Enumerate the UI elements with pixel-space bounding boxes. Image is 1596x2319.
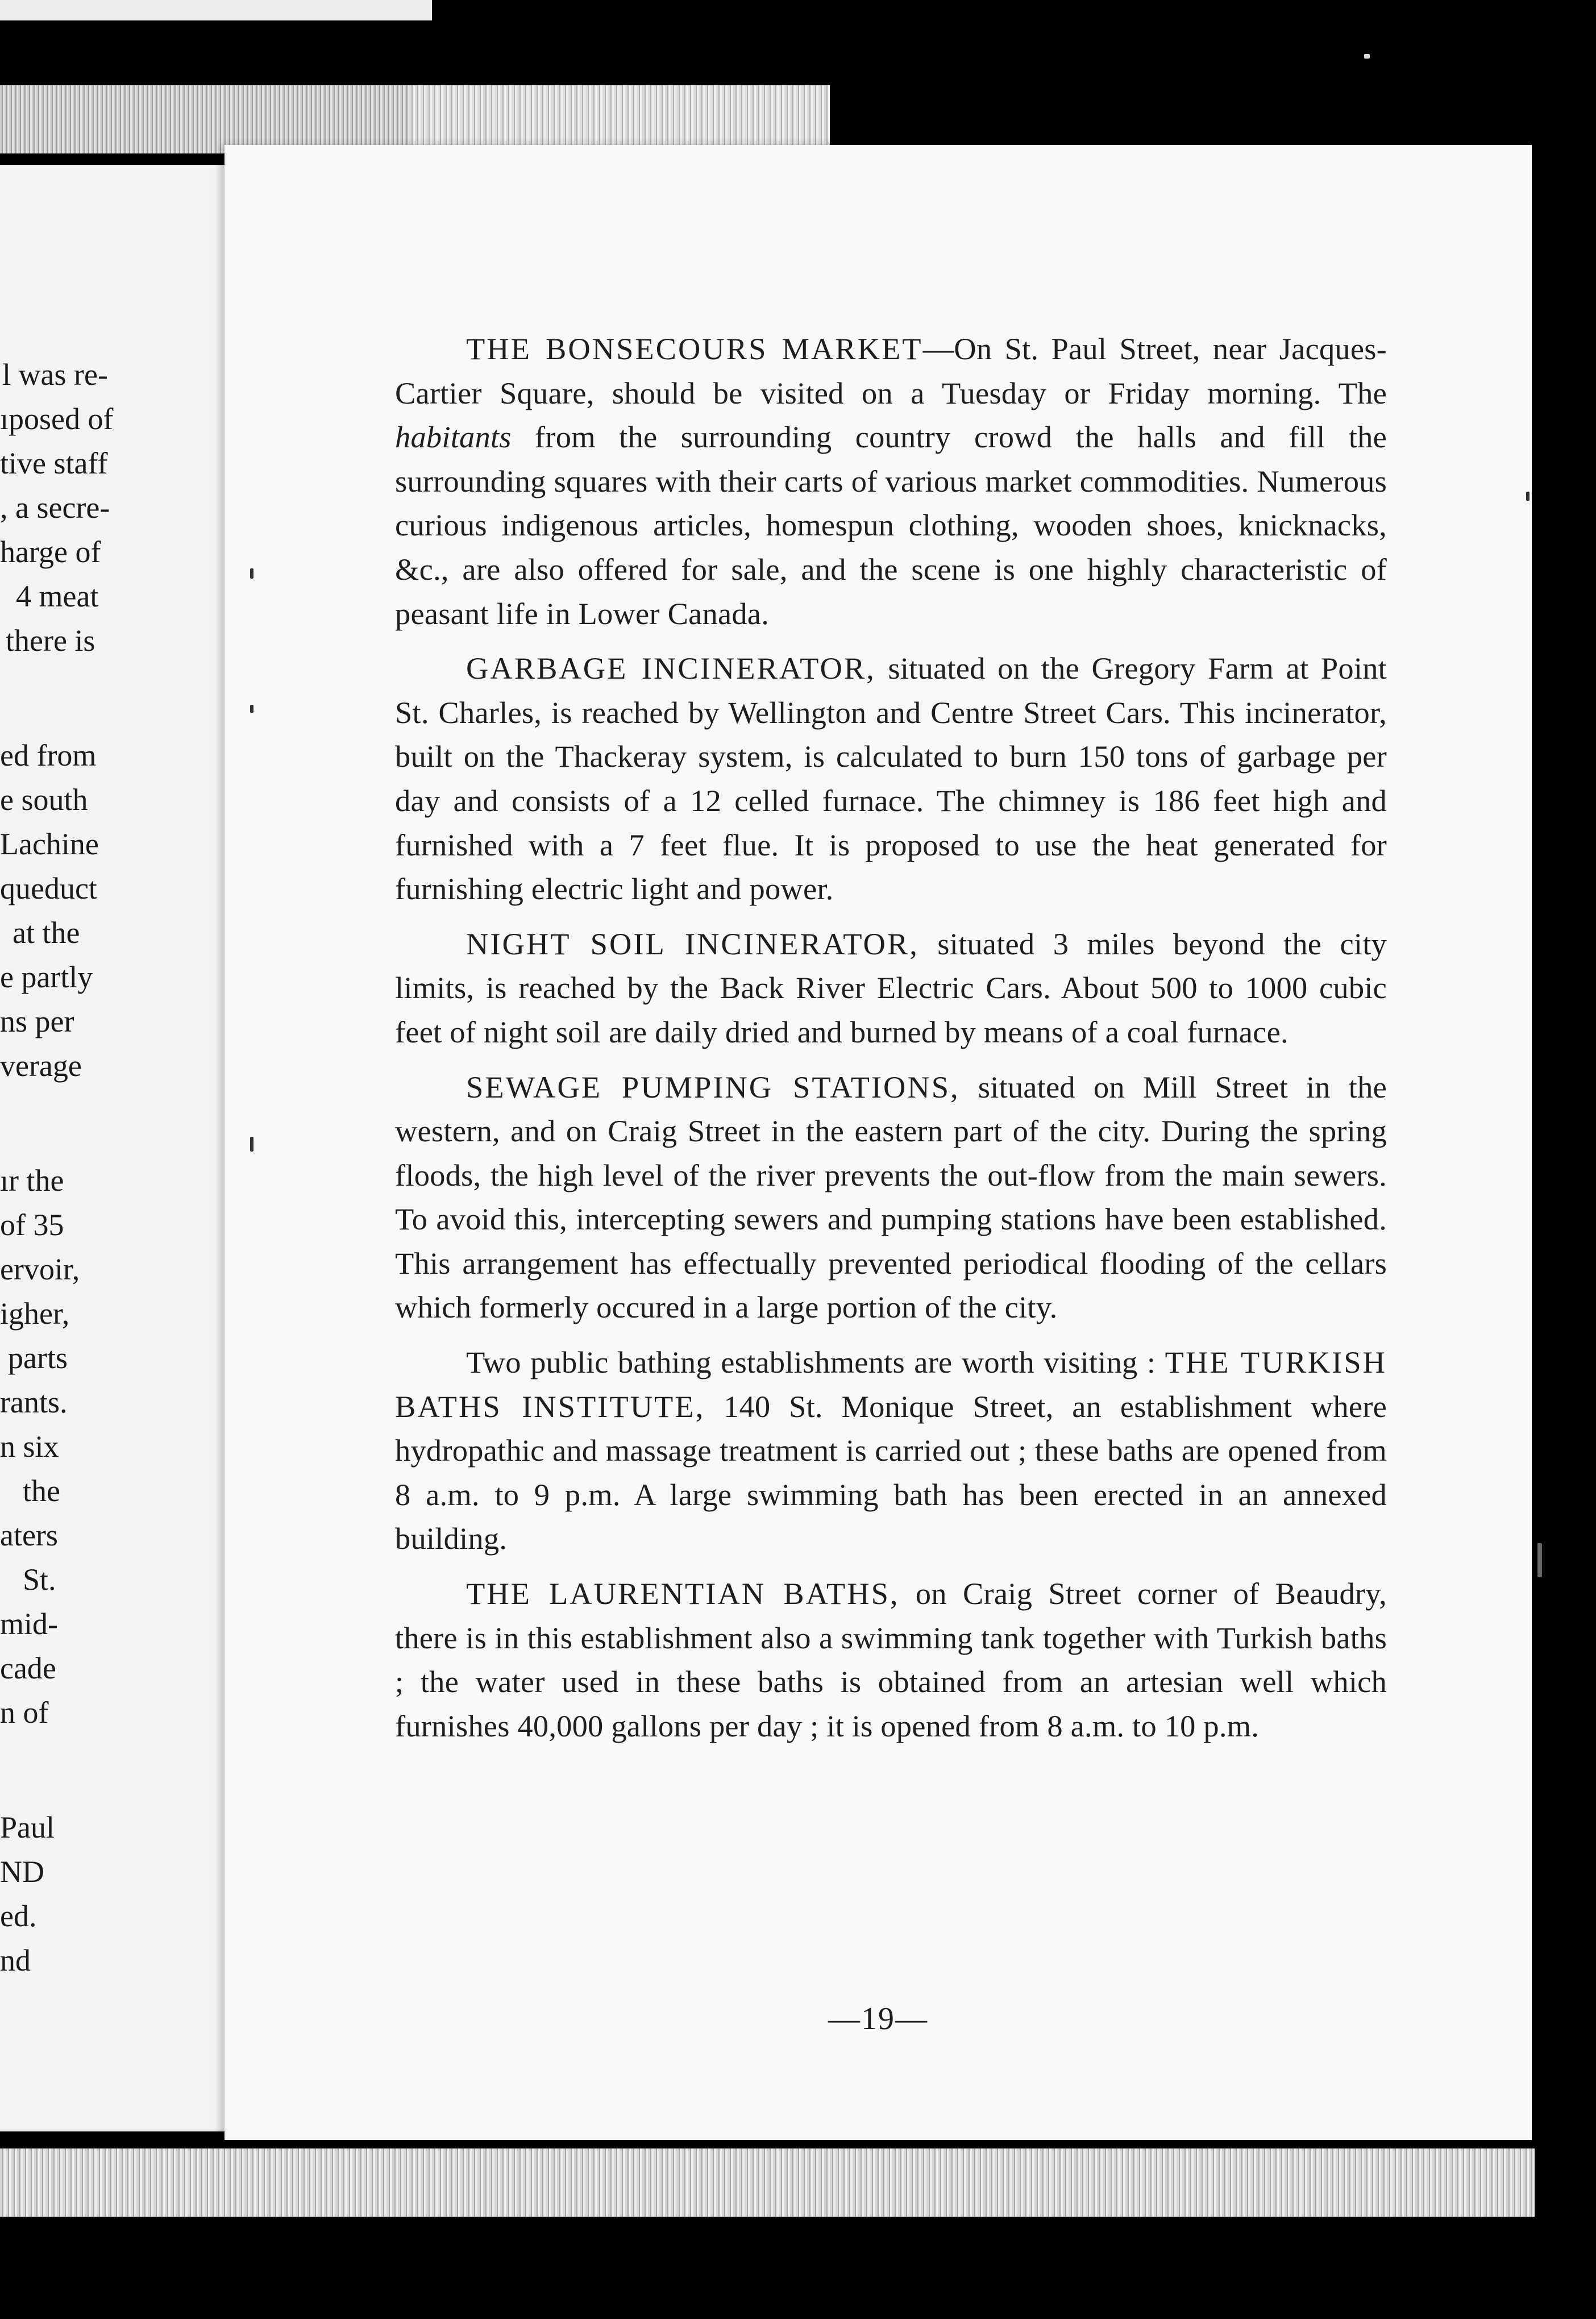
left-line: e south [0, 783, 88, 817]
left-line: verage [0, 1049, 82, 1083]
scan-speck [250, 705, 253, 713]
left-line: the [23, 1474, 60, 1508]
left-line: cade [0, 1651, 56, 1685]
page-number: —19— [828, 2001, 928, 2037]
scan-speck [250, 568, 253, 579]
left-line: e partly [0, 960, 93, 994]
paragraph-intro: Two public bathing establishments are worth visiting : [466, 1345, 1165, 1380]
left-line: at the [13, 916, 80, 950]
left-line: tive staff [0, 446, 108, 480]
heading-sewage-pumping-stations: SEWAGE PUMPING STATIONS, [466, 1069, 960, 1104]
left-line: rants. [0, 1385, 68, 1419]
left-line: ır the [0, 1163, 64, 1198]
left-line: Paul [0, 1810, 55, 1844]
left-line: n six [0, 1429, 59, 1464]
scan-speck [250, 1137, 253, 1152]
heading-turkish-baths: THE TURKISH BATHS INSTITUTE, [395, 1345, 1387, 1424]
scan-speck [1526, 492, 1530, 501]
paragraph-text: 140 St. Monique Street, an establishment where hydropathic and massage treatment is carried out ; these baths are opened from 8 a.m. to 9 p.m. A large swimming bath has been erected in an annexed building. [395, 1389, 1387, 1556]
left-line: , a secre- [0, 491, 110, 525]
left-line: nd [0, 1943, 31, 1977]
left-line: mid- [0, 1607, 58, 1641]
page-body [395, 327, 1387, 1759]
left-line: ND [0, 1855, 44, 1889]
left-line: igher, [0, 1296, 70, 1331]
paragraph-text: situated on the Gregory Farm at Point St. Charles, is reached by Wellington and Centre Street Cars. This incinerator, built on the Thackeray system, is calculated to burn 150 tons of garbage per day and consists of a 12 celled furnace. The chimney is 186 feet high and furnished with a 7 feet flue. It is proposed to use the heat generated for furnishing electric light and power. [395, 651, 1387, 907]
left-line: 4 meat [16, 579, 99, 613]
left-line: aters [0, 1518, 58, 1552]
paragraph-turkish-baths [395, 1340, 1387, 1561]
paragraph-sewage-pumping-stations [395, 1065, 1387, 1330]
heading-bonsecours-market: THE BONSECOURS MARKET [466, 331, 923, 366]
left-line: ervoir, [0, 1252, 80, 1286]
left-line: ıposed of [0, 402, 114, 436]
left-line: ns per [0, 1004, 74, 1038]
left-line: there is [6, 624, 95, 658]
paragraph-text: on Craig Street corner of Beaudry, there is in this establishment also a swimming tank together with Turkish baths ; the water used in these baths is obtained from an artesian well which furnishes 40,000 gallons per day ; it is opened from 8 a.m. to 10 p.m. [395, 1576, 1387, 1743]
left-line: n of [0, 1695, 49, 1730]
page-edge-stack-top [409, 85, 830, 148]
paragraph-text: from the surrounding country crowd the halls and fill the surrounding squares with their carts of various market commodities. Numerous curious indigenous articles, homespun clothing, wooden shoes, knicknacks, &c., are also offered for sale, and the scene is one highly characteristic of peasant life in Lower Canada. [395, 419, 1387, 631]
paragraph-bonsecours-market [395, 327, 1387, 635]
heading-garbage-incinerator: GARBAGE INCINERATOR, [466, 651, 876, 686]
paragraph-laurentian-baths [395, 1572, 1387, 1748]
paragraph-text: situated 3 miles beyond the city limits, is reached by the Back River Electric Cars. About 500 to 1000 cubic feet of night soil are daily dried and burned by means of a coal furnace. [395, 926, 1387, 1049]
paragraph-night-soil-incinerator [395, 922, 1387, 1054]
left-line: ed. [0, 1899, 37, 1933]
paragraph-text: —On St. Paul Street, near Jacques-Cartier Square, should be visited on a Tuesday or Friday morning. The [395, 331, 1387, 410]
page-edge-top [0, 0, 432, 20]
left-line: ed from [0, 738, 97, 772]
scan-speck [1537, 1543, 1542, 1577]
scan-speck [1364, 54, 1370, 59]
left-line: queduct [0, 871, 97, 905]
main-page [225, 145, 1532, 2140]
paragraph-garbage-incinerator [395, 646, 1387, 911]
page-edge-stack-bottom [0, 2148, 1535, 2217]
heading-night-soil-incinerator: NIGHT SOIL INCINERATOR, [466, 926, 919, 961]
page-edge-stack [0, 85, 409, 153]
left-line: of 35 [0, 1208, 64, 1242]
paragraph-text: situated on Mill Street in the western, and on Craig Street in the eastern part of the city. During the spring floods, the high level of the river prevents the out-flow from the main sewers. To avoid this, intercepting sewers and pumping stations have been established. This arrangement has effectually prevented periodical flooding of the cellars which formerly occured in a large portion of the city. [395, 1069, 1387, 1325]
left-line: parts [8, 1341, 68, 1375]
left-line: St. [23, 1562, 56, 1597]
left-line: harge of [0, 535, 101, 569]
heading-laurentian-baths: THE LAURENTIAN BATHS, [466, 1576, 900, 1611]
left-line: l was re- [2, 358, 108, 392]
left-facing-page [0, 165, 253, 2131]
italic-term: habitants [395, 419, 512, 455]
left-line: Lachine [0, 827, 99, 861]
